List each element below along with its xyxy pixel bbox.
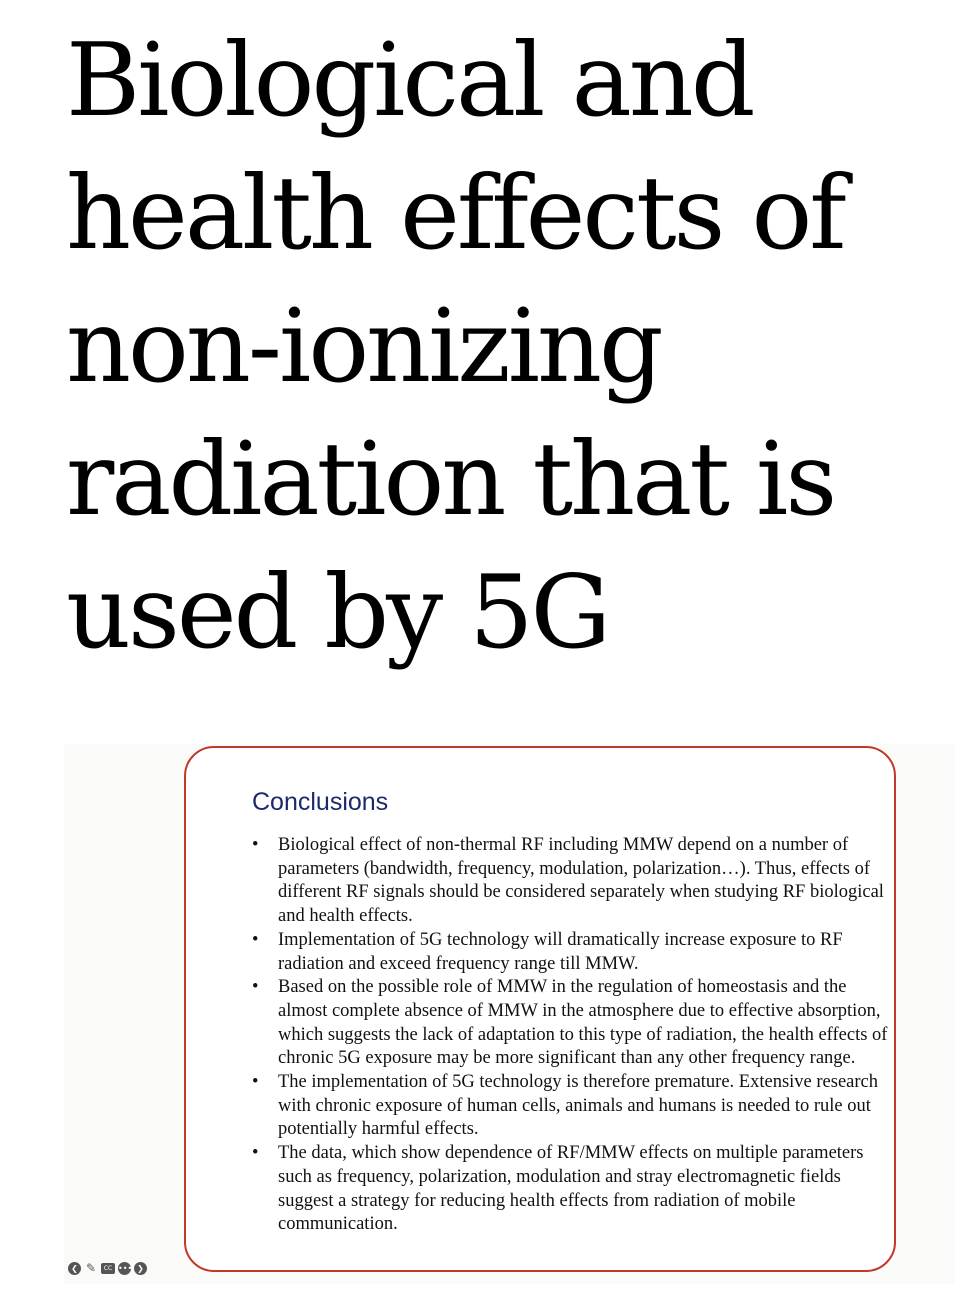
pencil-icon[interactable]: ✎ — [85, 1261, 97, 1275]
list-item-text: The implementation of 5G technology is therefore premature. Extensive research with chronic exposure of human cells, animals and humans is needed to rule out potentially harmful effects. — [278, 1072, 878, 1140]
title-line: health effects of — [66, 154, 844, 272]
bullet-icon: • — [252, 1143, 259, 1164]
page-title — [66, 14, 926, 679]
list-item — [252, 834, 888, 929]
next-slide-icon[interactable]: ❯ — [134, 1262, 147, 1275]
list-item — [252, 976, 888, 1071]
title-line: Biological and — [66, 21, 753, 139]
previous-slide-icon[interactable]: ❮ — [68, 1262, 81, 1275]
title-line: radiation that is — [66, 420, 835, 538]
embedded-slide — [64, 744, 955, 1284]
bullet-icon: • — [252, 929, 259, 950]
title-line: used by 5G — [66, 553, 609, 671]
slide-heading: Conclusions — [252, 788, 389, 816]
list-item-text: The data, which show dependence of RF/MMW effects on multiple parameters such as frequency, polarization, modulation and stray electromagnetic fields suggest a strategy for reducing health effects from radiation of mobile communication. — [278, 1143, 864, 1235]
more-options-icon[interactable]: ••• — [118, 1264, 133, 1273]
list-item — [252, 929, 888, 976]
captions-icon[interactable]: CC — [101, 1263, 115, 1274]
list-item — [252, 1142, 888, 1237]
bullet-icon: • — [252, 1072, 259, 1093]
list-item-text: Biological effect of non-thermal RF including MMW depend on a number of parameters (bandwidth, frequency, modulation, polarization…). Thus, effects of different RF signals should be considered separately when studying RF biological and health effects. — [278, 835, 884, 927]
title-line: non-ionizing — [66, 287, 661, 405]
bullet-icon: • — [252, 835, 259, 855]
list-item-text: Implementation of 5G technology will dramatically increase exposure to RF radiation and exceed frequency range till MMW. — [278, 929, 843, 974]
conclusions-list — [252, 834, 888, 1237]
conclusions-card — [184, 746, 896, 1272]
list-item — [252, 1071, 888, 1142]
slide-controls — [68, 1262, 147, 1275]
bullet-icon: • — [252, 977, 259, 998]
list-item-text: Based on the possible role of MMW in the regulation of homeostasis and the almost complete absence of MMW in the atmosphere due to effective absorption, which suggests the lack of adaptation to this type of radiation, the health effects of chronic 5G exposure may be more significant than any other frequency range. — [278, 977, 888, 1069]
